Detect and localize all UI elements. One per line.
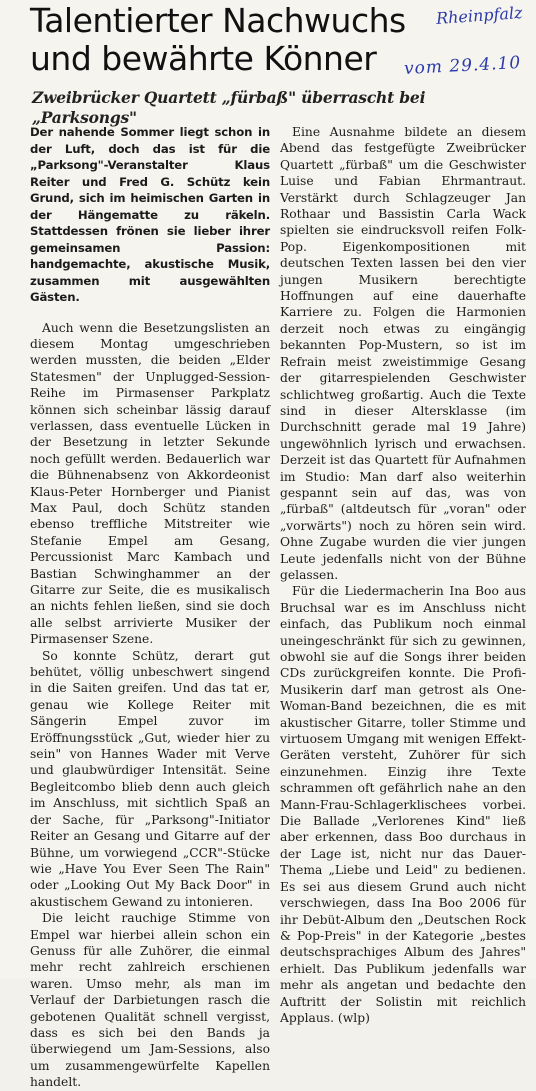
article-subheadline: Zweibrücker Quartett „fürbaß" überrascht bei „Parksongs" bbox=[32, 88, 426, 127]
handwritten-date-note: vom 29.4.10 bbox=[403, 52, 522, 80]
body-paragraph: Die leicht rauchige Stimme von Empel war hierbei allein schon ein Genuss für alle Zuhörer, die einmal mehr recht zahlreich erschienen waren. Umso mehr, als man im Verlauf der Darbietungen rasch die gebotenen Qualität schnell vergisst, dass es sich bei den Bands ja überwiegend um Jam-Sessions, also um zusammengewürfelte Kapellen handelt. bbox=[30, 911, 270, 1090]
article-column-right bbox=[280, 124, 526, 1026]
body-paragraph: Eine Ausnahme bildete an diesem Abend das festgefügte Zweibrücker Quartett „fürbaß" um die Geschwister Luise und Fabian Ehrmantraut. Verstärkt durch Schlagzeuger Jan Rothaar und Bassistin Carla Wack spielten sie eindrucksvoll reifen Folk-Pop. Eigenkompositionen mit deutschen Texten lassen bei den vier jungen Musikern berechtigte Hoffnungen auf eine dauerhafte Karriere zu. Folgen die Harmonien derzeit noch etwas zu eingängig bekannten Pop-Mustern, so ist im Refrain meist zweistimmige Gesang der gitarrespielenden Geschwister schlichtweg großartig. Auch die Texte sind in dieser Altersklasse (im Durchschnitt gerade mal 19 Jahre) ungewöhnlich lyrisch und erwachsen. Derzeit ist das Quartett für Aufnahmen im Studio: Man darf also weiterhin gespannt sein auf das, was von „fürbaß" (altdeutsch für „voran" oder „vorwärts") noch zu hören sein wird. Ohne Zugabe wurden die vier jungen Leute jedenfalls nicht von der Bühne gelassen. bbox=[280, 125, 526, 582]
article-headline: Talentierter Nachwuchs und bewährte Könner bbox=[30, 1, 406, 78]
article-lead: Der nahende Sommer liegt schon in der Luft, doch das ist für die „Parksong"-Veranstalter Klaus Reiter und Fred G. Schütz kein Grund, sich im heimischen Garten in der Hängematte zu räkeln. Stattdessen frönen sie lieber ihrer gemeinsamen Passion: handgemachte, akustische Musik, zusammen mit ausgewählten Gästen. bbox=[30, 125, 270, 304]
handwritten-source-note: Rheinpfalz bbox=[435, 3, 524, 28]
body-paragraph: Für die Liedermacherin Ina Boo aus Bruchsal war es im Anschluss nicht einfach, das Publikum noch einmal uneingeschränkt für sich zu gewinnen, obwohl sie auf die Songs ihrer beiden CDs zurückgreifen konnte. Die Profi-Musikerin darf man getrost als One-Woman-Band bezeichnen, die es mit akustischer Gitarre, toller Stimme und virtuosem Umgang mit wenigen Effekt-Geräten versteht, Zuhörer für sich einzunehmen. Einzig ihre Texte schrammen oft gefährlich nahe an den Mann-Frau-Schlagerklischees vorbei. Die Ballade „Verlorenes Kind" ließ aber erkennen, dass Boo durchaus in der Lage ist, nicht nur das Dauer-Thema „Liebe und Leid" zu bedienen. Es sei aus diesem Grund auch nicht verschwiegen, dass Ina Boo 2006 für ihr Debüt-Album den „Deutschen Rock & Pop-Preis" in der Kategorie „bestes deutschsprachiges Album des Jahres" erhielt. Das Publikum jedenfalls war mehr als angetan und bedachte den Auftritt der Solistin mit reichlich Applaus. (wlp) bbox=[280, 584, 526, 1025]
body-paragraph: So konnte Schütz, derart gut behütet, völlig unbeschwert singend in die Saiten greifen. Und das tat er, genau wie Kollege Reiter mit Sängerin Empel zuvor im Eröffnungsstück „Gut, wieder hier zu sein" von Hannes Wader mit Verve und glaubwürdiger Intensität. Seine Begleitcombo blieb denn auch gleich im Anschluss, mit sichtlich Spaß an der Sache, für „Parksong"-Initiator Reiter an Gesang und Gitarre auf der Bühne, um vorwiegend „CCR"-Stücke wie „Have You Ever Seen The Rain" oder „Looking Out My Back Door" in akustischem Gewand zu intonieren. bbox=[30, 648, 270, 909]
article-column-left bbox=[30, 124, 270, 1091]
body-paragraph: Auch wenn die Besetzungslisten an diesem Montag umgeschrieben werden mussten, die beiden „Elder Statesmen" der Unplugged-Session-Reihe im Pirmasenser Parkplatz können sich scheinbar lässig darauf verlassen, dass eventuelle Lücken in der Besetzung in letzter Sekunde noch gefüllt werden. Bedauerlich war die Bühnenabsenz von Akkordeonist Klaus-Peter Hornberger und Pianist Max Paul, doch Schütz standen ebenso treffliche Mitstreiter wie Stefanie Empel am Gesang, Percussionist Marc Kambach und Bastian Schwinghammer an der Gitarre zur Seite, die es musikalisch an nichts fehlen ließen, sind sie doch alle selbst arrivierte Musiker der Pirmasenser Szene. bbox=[30, 320, 270, 647]
